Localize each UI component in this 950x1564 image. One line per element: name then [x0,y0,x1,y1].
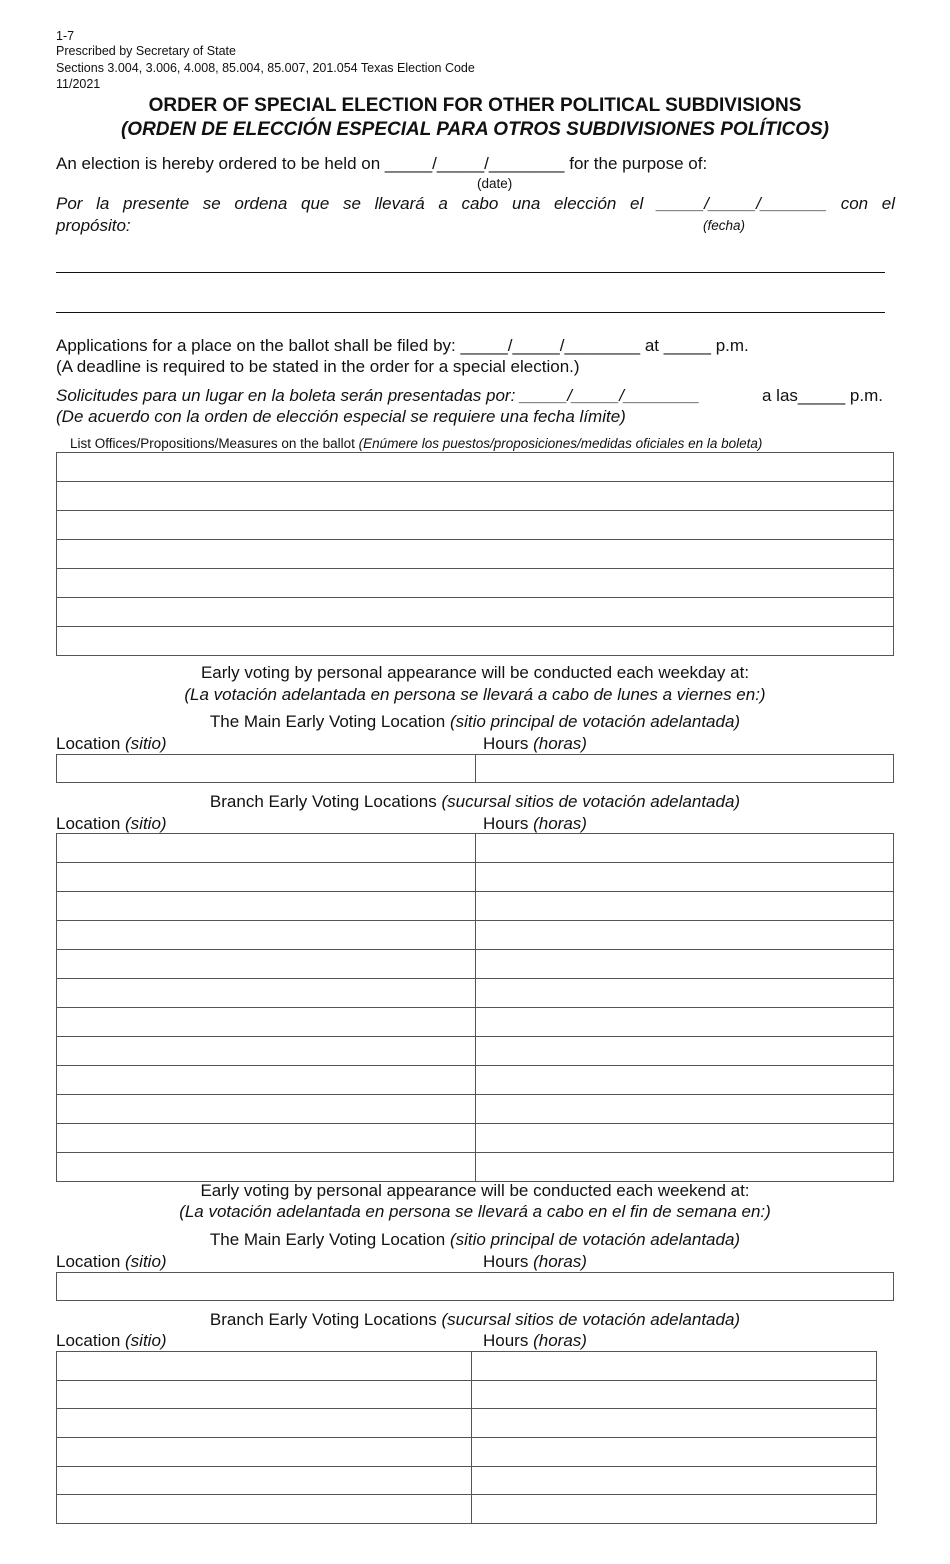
fecha-note: (fecha) [703,218,746,233]
table-row [57,540,894,569]
form-number: 1-7 [56,29,75,43]
table-row [57,1495,877,1524]
entry-cell[interactable] [57,453,894,482]
location-cell[interactable] [57,1466,472,1495]
hours-cell[interactable] [472,1380,877,1409]
table-row [57,598,894,627]
weekday-branch-table [56,833,894,1182]
applications-note: (A deadline is required to be stated in the order for a special election.) [56,357,580,376]
location-cell[interactable] [57,892,476,921]
hours-cell[interactable] [472,1352,877,1381]
location-cell[interactable] [57,1380,472,1409]
hours-label-es: (horas) [533,1331,587,1350]
hours-cell[interactable] [476,921,894,950]
entry-cell[interactable] [57,511,894,540]
weekday-branch-hours-header [483,814,587,834]
hours-cell[interactable] [476,1066,894,1095]
hours-cell[interactable] [476,950,894,979]
table-row [57,453,894,482]
table-row [57,1008,894,1037]
table-row [57,755,894,783]
weekday-main-label-es: (sitio principal de votación adelantada) [449,712,741,731]
hours-cell[interactable] [476,892,894,921]
weekend-branch-hours-header [483,1331,587,1351]
hours-cell[interactable] [472,1466,877,1495]
location-cell[interactable] [57,1409,472,1438]
table-row [57,863,894,892]
table-row [57,627,894,656]
applications-line: Applications for a place on the ballot shall be filed by: _____/_____/________ at _____ p.m. [56,336,749,355]
hours-label: Hours [483,734,529,753]
hours-cell[interactable] [476,1037,894,1066]
weekend-branch-table [56,1351,877,1524]
hours-label: Hours [483,1331,529,1350]
location-label-es: (sitio) [125,1252,167,1271]
weekday-branch-label [0,792,950,812]
purpose-line-2[interactable] [56,312,885,313]
hours-cell[interactable] [476,834,894,863]
weekend-main-label-en: The Main Early Voting Location [209,1230,446,1249]
election-order-line: An election is hereby ordered to be held on _____/_____/________ for the purpose of: [56,154,708,173]
date-note: (date) [477,176,513,191]
location-cell[interactable] [57,950,476,979]
table-row [57,950,894,979]
table-row [57,921,894,950]
weekday-heading: Early voting by personal appearance will be conducted each weekday at: [200,663,750,682]
hours-cell[interactable] [472,1438,877,1467]
location-label: Location [56,1252,121,1271]
election-order-line-spanish: Por la presente se ordena que se llevará a cabo una elección el _____/_____/_______ con el [56,194,895,213]
applications-note-spanish: (De acuerdo con la orden de elección especial se requiere una fecha límite) [56,407,626,426]
location-cell[interactable] [57,1037,476,1066]
table-row [57,1380,877,1409]
prescribed-by: Prescribed by Secretary of State [56,44,236,58]
weekend-branch-label-es: (sucursal sitios de votación adelantada) [441,1310,741,1329]
offices-label [70,436,762,451]
location-cell[interactable] [57,979,476,1008]
location-label: Location [56,734,121,753]
weekend-branch-label [0,1310,950,1330]
offices-table [56,452,894,656]
location-cell[interactable] [57,755,476,783]
revision-date: 11/2021 [56,77,101,91]
purpose-line-1[interactable] [56,272,885,273]
weekday-main-table [56,754,894,783]
table-row [57,1273,894,1301]
hours-label: Hours [483,814,529,833]
location-cell[interactable] [57,1495,472,1524]
offices-label-en: List Offices/Propositions/Measures on the ballot [70,436,355,451]
table-row [57,1409,877,1438]
hours-cell[interactable] [472,1409,877,1438]
location-label-es: (sitio) [125,1331,167,1350]
applications-line-spanish: Solicitudes para un lugar en la boleta serán presentadas por: _____/_____/________ [56,386,700,405]
table-row [57,892,894,921]
location-cell[interactable] [57,863,476,892]
hours-label-es: (horas) [533,814,587,833]
table-row [57,1438,877,1467]
hours-cell[interactable] [472,1495,877,1524]
table-row [57,1095,894,1124]
location-cell[interactable] [57,1066,476,1095]
location-cell[interactable] [57,1124,476,1153]
hours-cell[interactable] [476,1008,894,1037]
table-row [57,482,894,511]
entry-cell[interactable] [57,540,894,569]
entry-cell[interactable] [57,598,894,627]
table-row [57,1037,894,1066]
code-sections: Sections 3.004, 3.006, 4.008, 85.004, 85.007, 201.054 Texas Election Code [56,61,475,75]
location-cell[interactable] [57,834,476,863]
entry-cell[interactable] [57,482,894,511]
weekend-branch-label-en: Branch Early Voting Locations [209,1310,437,1329]
hours-cell[interactable] [476,1124,894,1153]
table-row [57,511,894,540]
page-title-spanish: (ORDEN DE ELECCIÓN ESPECIAL PARA OTROS SUBDIVISIONES POLÍTICOS) [120,119,829,140]
hours-label: Hours [483,1252,529,1271]
weekday-branch-label-es: (sucursal sitios de votación adelantada) [441,792,741,811]
table-row [57,1466,877,1495]
weekday-main-location-header [56,734,167,754]
hours-cell[interactable] [476,863,894,892]
page-title: ORDER OF SPECIAL ELECTION FOR OTHER POLITICAL SUBDIVISIONS [148,95,802,116]
location-label-es: (sitio) [125,734,167,753]
weekend-heading: Early voting by personal appearance will be conducted each weekend at: [200,1181,750,1200]
location-cell[interactable] [57,1438,472,1467]
entry-cell[interactable] [57,627,894,656]
location-cell[interactable] [57,1008,476,1037]
hours-cell[interactable] [476,1153,894,1182]
weekday-branch-location-header [56,814,167,834]
table-row [57,1066,894,1095]
weekday-main-hours-header [483,734,587,754]
table-row [57,569,894,598]
hours-cell[interactable] [476,755,894,783]
table-row [57,1352,877,1381]
hours-cell[interactable] [476,1095,894,1124]
table-row [57,834,894,863]
location-cell[interactable] [57,1273,894,1301]
hours-label-es: (horas) [533,734,587,753]
hours-label-es: (horas) [533,1252,587,1271]
location-label: Location [56,1331,121,1350]
weekday-heading-spanish: (La votación adelantada en persona se llevará a cabo de lunes a viernes en:) [184,685,766,704]
weekend-main-table [56,1272,894,1301]
location-cell[interactable] [57,1352,472,1381]
location-label: Location [56,814,121,833]
weekend-main-hours-header [483,1252,587,1272]
applications-time-spanish: a las_____ p.m. [762,386,883,405]
table-row [57,1153,894,1182]
weekend-main-label-es: (sitio principal de votación adelantada) [449,1230,741,1249]
location-cell[interactable] [57,921,476,950]
weekday-main-label-en: The Main Early Voting Location [209,712,446,731]
location-cell[interactable] [57,1095,476,1124]
hours-cell[interactable] [476,979,894,1008]
table-row [57,979,894,1008]
table-row [57,1124,894,1153]
weekday-branch-label-en: Branch Early Voting Locations [209,792,437,811]
offices-label-es: (Enúmere los puestos/proposiciones/medidas oficiales en la boleta) [358,436,763,451]
weekend-heading-spanish: (La votación adelantada en persona se llevará a cabo en el fin de semana en:) [179,1202,771,1221]
weekend-main-location-header [56,1252,167,1272]
location-label-es: (sitio) [125,814,167,833]
weekend-branch-location-header [56,1331,167,1351]
weekend-main-label [0,1230,950,1250]
entry-cell[interactable] [57,569,894,598]
weekday-main-label [0,712,950,732]
location-cell[interactable] [57,1153,476,1182]
election-order-proposito: propósito: [56,216,131,235]
